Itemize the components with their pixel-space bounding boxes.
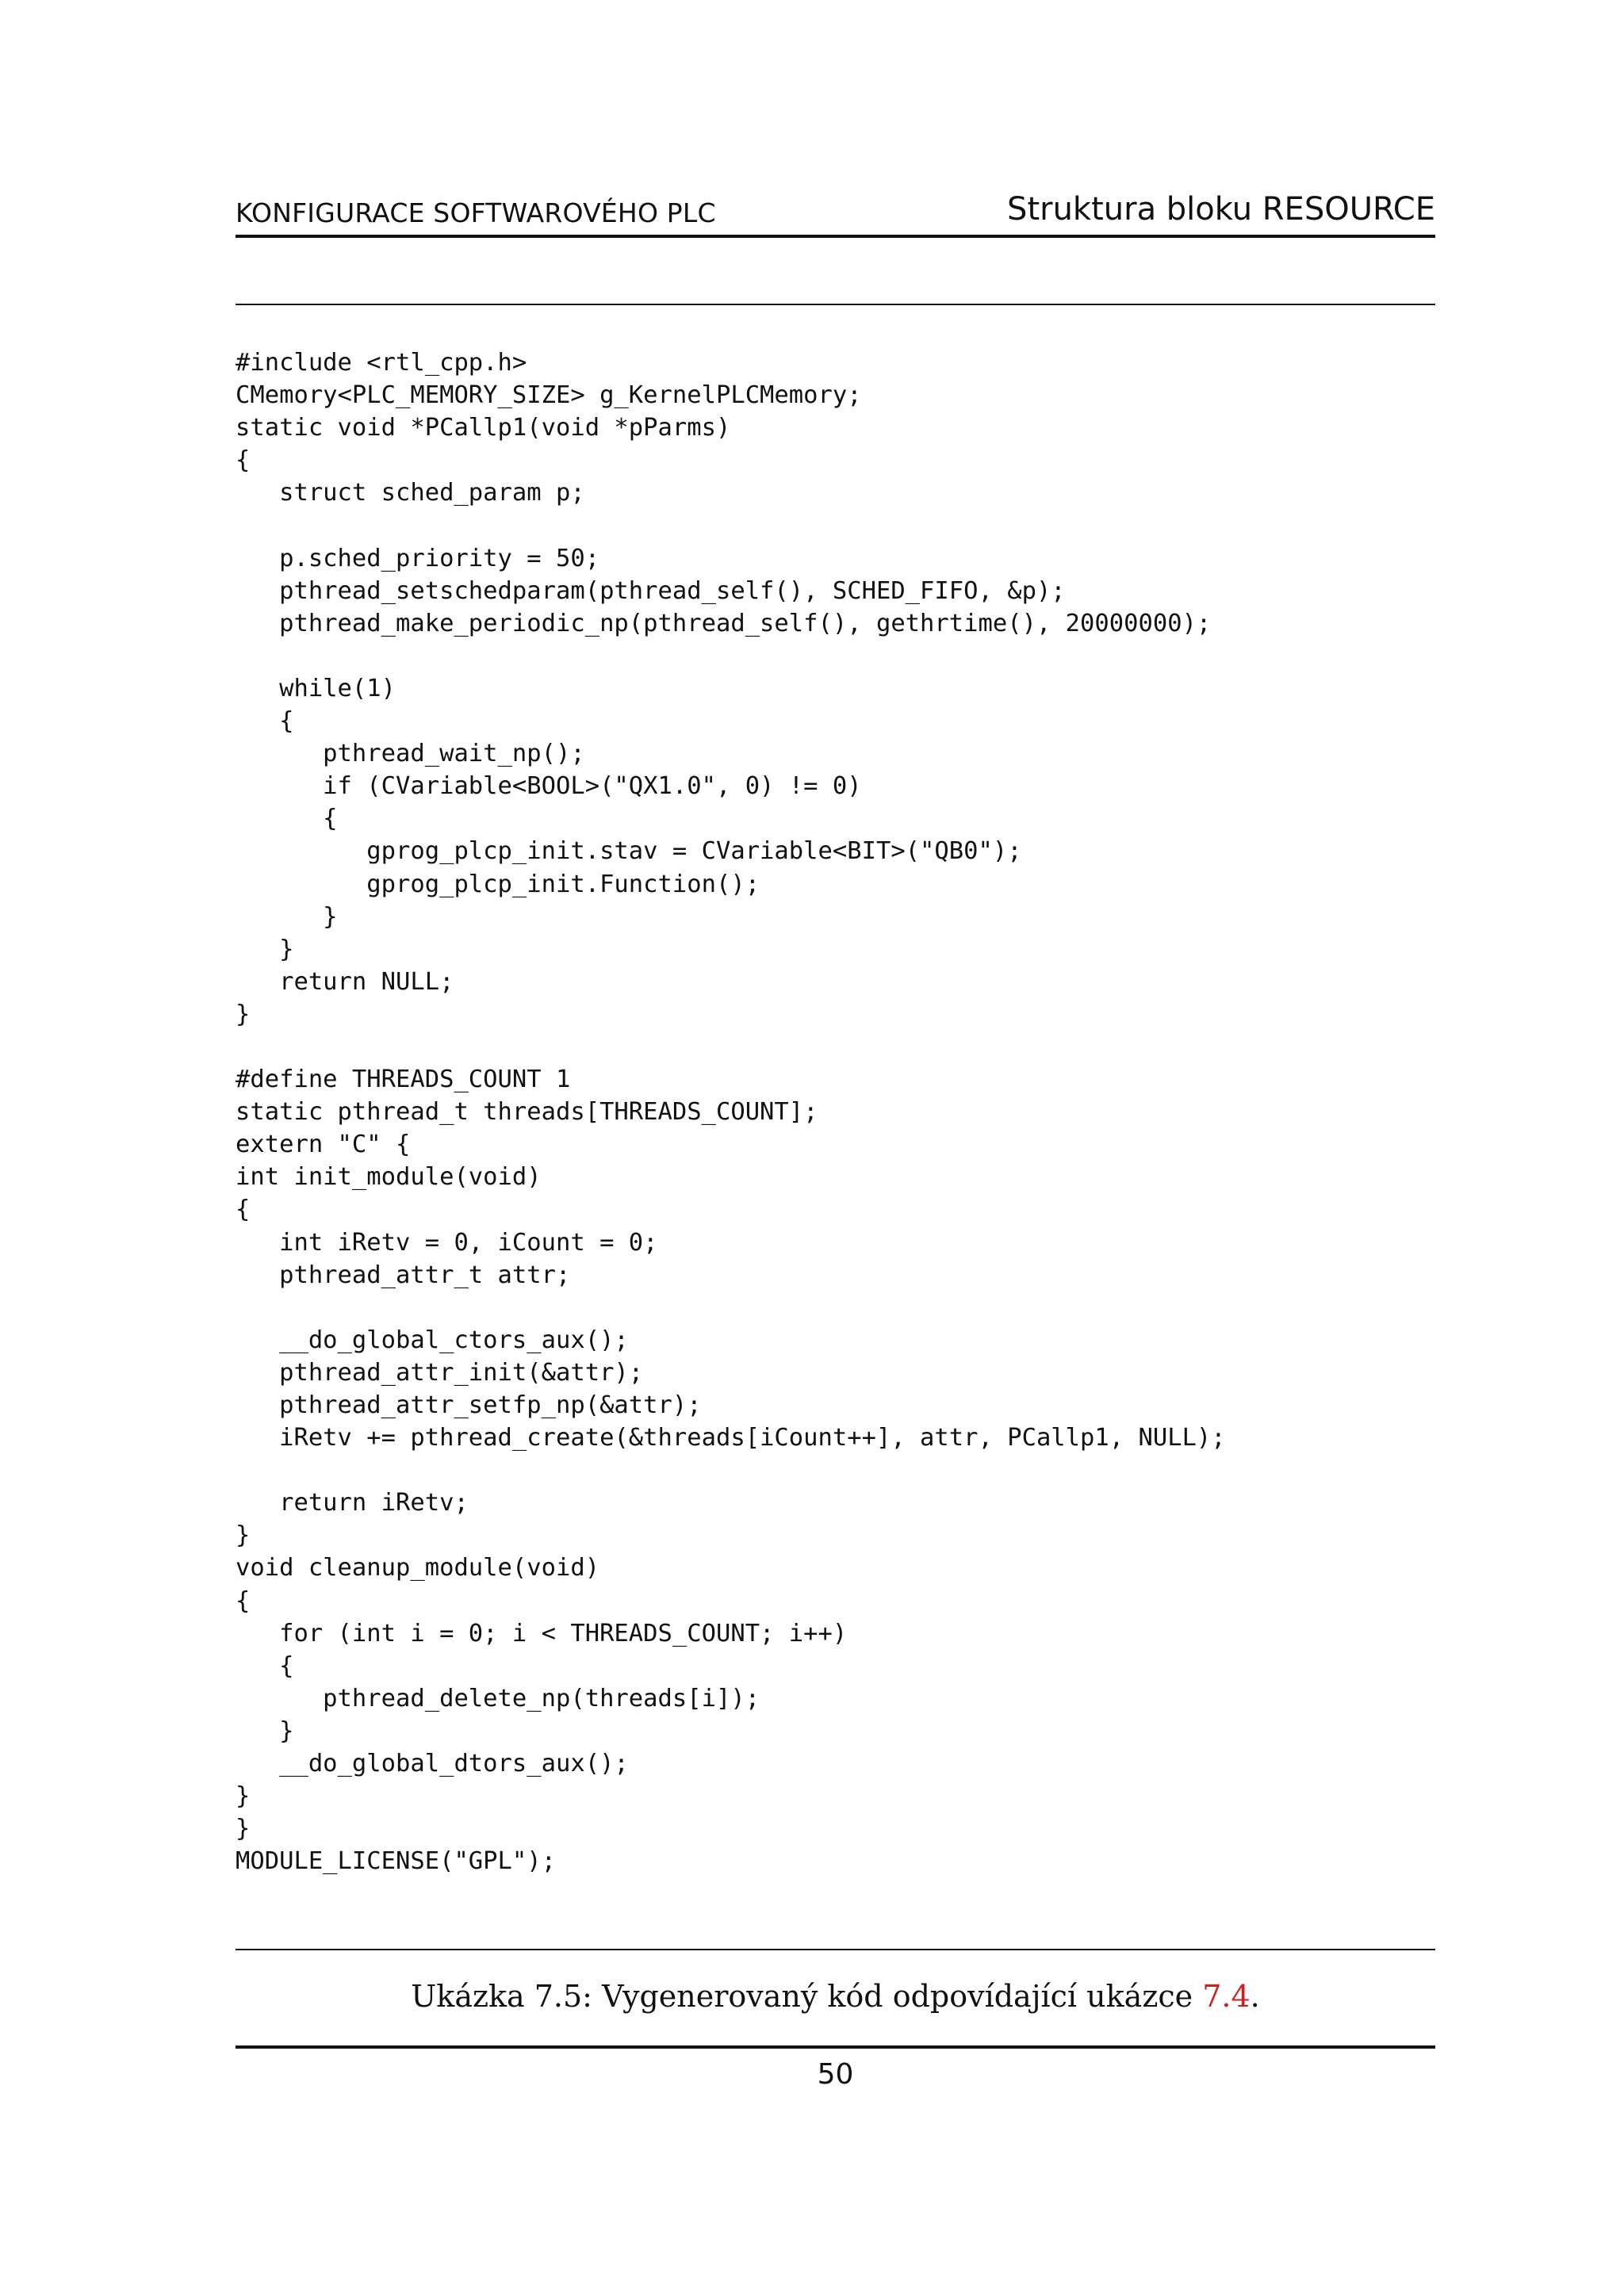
code-line: gprog_plcp_init.stav = CVariable<BIT>("QB0");	[236, 837, 1022, 866]
code-line: extern "C" {	[236, 1131, 411, 1159]
code-line: if (CVariable<BOOL>("QX1.0", 0) != 0)	[236, 772, 862, 801]
code-line: }	[236, 902, 338, 931]
code-line: static pthread_t threads[THREADS_COUNT];	[236, 1098, 818, 1127]
code-line	[236, 1454, 1435, 1487]
code-line: gprog_plcp_init.Function();	[236, 870, 760, 898]
code-line: int iRetv = 0, iCount = 0;	[236, 1228, 658, 1257]
code-line: return NULL;	[236, 967, 454, 996]
caption-suffix: .	[1250, 1979, 1260, 2014]
code-line	[236, 1292, 1435, 1324]
code-line: }	[236, 935, 294, 963]
code-line: __do_global_ctors_aux();	[236, 1326, 629, 1354]
code-line: MODULE_LICENSE("GPL");	[236, 1847, 556, 1876]
code-line	[236, 509, 1435, 541]
code-line: for (int i = 0; i < THREADS_COUNT; i++)	[236, 1619, 848, 1647]
code-line: pthread_attr_t attr;	[236, 1261, 571, 1289]
code-line: return iRetv;	[236, 1489, 469, 1517]
code-line: static void *PCallp1(void *pParms)	[236, 414, 731, 442]
code-line: pthread_wait_np();	[236, 740, 585, 768]
code-line: pthread_attr_setfp_np(&attr);	[236, 1391, 702, 1419]
code-line: }	[236, 1815, 251, 1843]
code-line: }	[236, 1782, 251, 1811]
code-line: pthread_attr_init(&attr);	[236, 1358, 644, 1387]
caption-rule	[236, 2045, 1435, 2049]
header-rule	[236, 235, 1435, 238]
code-line: {	[236, 1196, 251, 1224]
code-line: __do_global_dtors_aux();	[236, 1750, 629, 1778]
running-header-chapter: KONFIGURACE SOFTWAROVÉHO PLC	[236, 197, 716, 228]
caption-text: Ukázka 7.5: Vygenerovaný kód odpovídající ukázce	[411, 1979, 1203, 2014]
code-line: {	[236, 1651, 294, 1680]
code-line: }	[236, 1716, 294, 1745]
code-line: {	[236, 1586, 251, 1615]
running-header-section: Struktura bloku RESOURCE	[1007, 191, 1435, 228]
code-listing-bottom-rule	[236, 1949, 1435, 1950]
code-line	[236, 640, 1435, 672]
code-line: }	[236, 1521, 251, 1550]
code-line: {	[236, 446, 251, 475]
code-line: int init_module(void)	[236, 1163, 542, 1192]
code-line: pthread_make_periodic_np(pthread_self(), gethrtime(), 20000000);	[236, 609, 1212, 637]
code-line: #define THREADS_COUNT 1	[236, 1066, 571, 1094]
code-line: pthread_delete_np(threads[i]);	[236, 1684, 760, 1712]
caption-cross-reference-link[interactable]: 7.4	[1202, 1979, 1251, 2014]
code-listing-top-rule	[236, 304, 1435, 305]
code-line: CMemory<PLC_MEMORY_SIZE> g_KernelPLCMemory;	[236, 381, 862, 410]
code-listing	[236, 346, 1435, 1877]
code-line: iRetv += pthread_create(&threads[iCount++], attr, PCallp1, NULL);	[236, 1424, 1226, 1452]
code-line: void cleanup_module(void)	[236, 1554, 600, 1582]
code-line: {	[236, 805, 338, 833]
code-line: pthread_setschedparam(pthread_self(), SCHED_FIFO, &p);	[236, 576, 1066, 605]
listing-caption	[236, 1979, 1435, 2014]
page-number: 50	[817, 2058, 854, 2091]
code-line: }	[236, 1000, 251, 1028]
code-line: struct sched_param p;	[236, 479, 585, 507]
code-line	[236, 1031, 1435, 1063]
code-line: while(1)	[236, 674, 396, 702]
code-line: #include <rtl_cpp.h>	[236, 349, 527, 377]
code-line: p.sched_priority = 50;	[236, 544, 600, 572]
code-line: {	[236, 707, 294, 736]
